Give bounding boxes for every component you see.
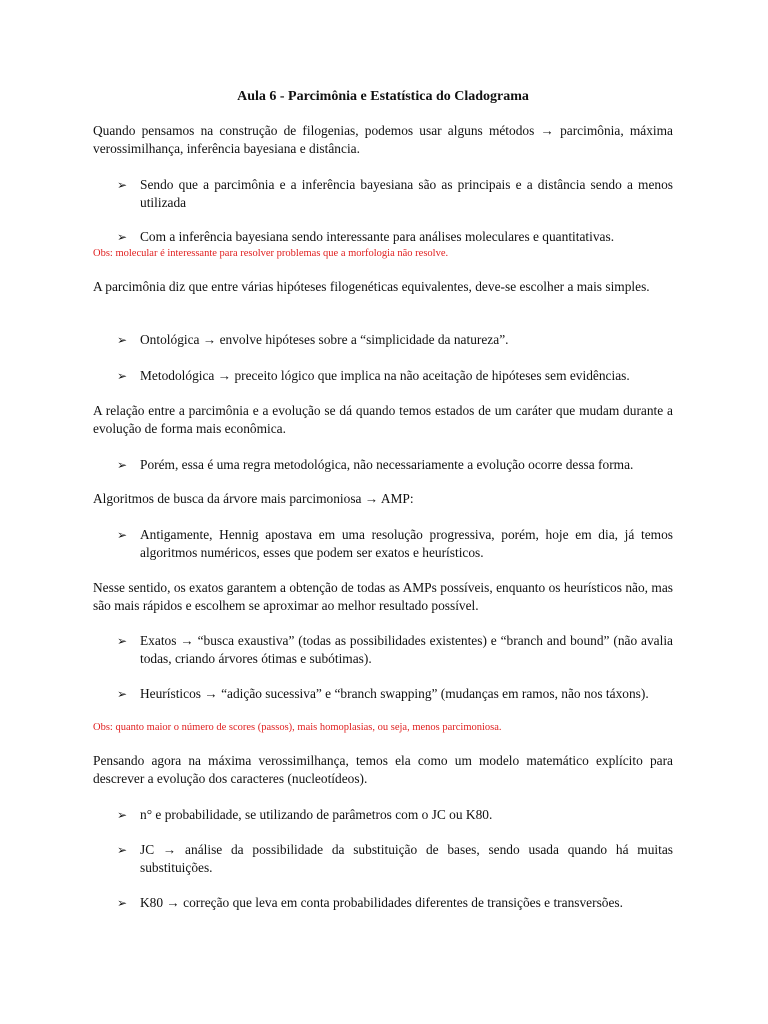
bullet-text: Porém, essa é uma regra metodológica, não necessariamente a evolução ocorre dessa forma. [140,457,634,472]
obs-note: Obs: quanto maior o número de scores (passos), mais homoplasias, ou seja, menos parcimoniosa. [93,722,502,733]
bullet-item [117,894,673,912]
bullet-item [117,176,673,212]
bullet-text: Ontológica → envolve hipóteses sobre a “simplicidade da natureza”. [140,332,509,347]
paragraph: Nesse sentido, os exatos garantem a obtenção de todas as AMPs possíveis, enquanto os heurísticos não, mas são mais rápidos e escolhem se aproximar ao melhor resultado possível. [93,580,673,613]
arrow-bullet-icon: ➢ [117,528,128,542]
bullet-text: Com a inferência bayesiana sendo interessante para análises moleculares e quantitativas. [140,229,615,244]
bullet-item [117,228,673,246]
bullet-text: JC → análise da possibilidade da substituição de bases, sendo usada quando há muitas substituições. [140,842,673,875]
arrow-bullet-icon: ➢ [117,178,128,192]
arrow-bullet-icon: ➢ [117,230,128,244]
bullet-text: Sendo que a parcimônia e a inferência bayesiana são as principais e a distância sendo a menos utilizada [140,177,673,210]
arrow-bullet-icon: ➢ [117,808,128,822]
arrow-bullet-icon: ➢ [117,843,128,857]
bullet-text: Exatos → “busca exaustiva” (todas as possibilidades existentes) e “branch and bound” (não avalia todas, criando árvores ótimas e subótimas). [140,633,673,666]
bullet-text: Antigamente, Hennig apostava em uma resolução progressiva, porém, hoje em dia, já temos algoritmos numéricos, esses que podem ser exatos e heurísticos. [140,527,673,560]
paragraph: Pensando agora na máxima verossimilhança, temos ela como um modelo matemático explícito para descrever a evolução dos caracteres (nucleotídeos). [93,753,673,786]
arrow-bullet-icon: ➢ [117,687,128,701]
bullet-item [117,841,673,877]
paragraph: Algoritmos de busca da árvore mais parcimoniosa → AMP: [93,491,414,506]
bullet-item [117,331,673,349]
bullet-item [117,632,673,668]
arrow-bullet-icon: ➢ [117,896,128,910]
paragraph: Quando pensamos na construção de filogenias, podemos usar alguns métodos → parcimônia, máxima verossimilhança, inferência bayesiana e distância. [93,123,673,156]
bullet-item [117,526,673,562]
bullet-text: n° e probabilidade, se utilizando de parâmetros com o JC ou K80. [140,807,493,822]
arrow-bullet-icon: ➢ [117,369,128,383]
arrow-bullet-icon: ➢ [117,333,128,347]
paragraph: A relação entre a parcimônia e a evolução se dá quando temos estados de um caráter que mudam durante a evolução de forma mais econômica. [93,403,673,436]
bullet-item [117,685,673,703]
arrow-bullet-icon: ➢ [117,634,128,648]
bullet-text: Heurísticos → “adição sucessiva” e “branch swapping” (mudanças em ramos, não nos táxons). [140,686,649,701]
bullet-text: Metodológica → preceito lógico que implica na não aceitação de hipóteses sem evidências. [140,368,630,383]
arrow-bullet-icon: ➢ [117,458,128,472]
bullet-item [117,806,673,824]
bullet-item [117,456,673,474]
bullet-item [117,367,673,385]
page-title: Aula 6 - Parcimônia e Estatística do Cladograma [237,89,529,104]
paragraph: A parcimônia diz que entre várias hipóteses filogenéticas equivalentes, deve-se escolher a mais simples. [93,279,650,294]
bullet-text: K80 → correção que leva em conta probabilidades diferentes de transições e transversões. [140,895,623,910]
obs-note: Obs: molecular é interessante para resolver problemas que a morfologia não resolve. [93,248,449,259]
